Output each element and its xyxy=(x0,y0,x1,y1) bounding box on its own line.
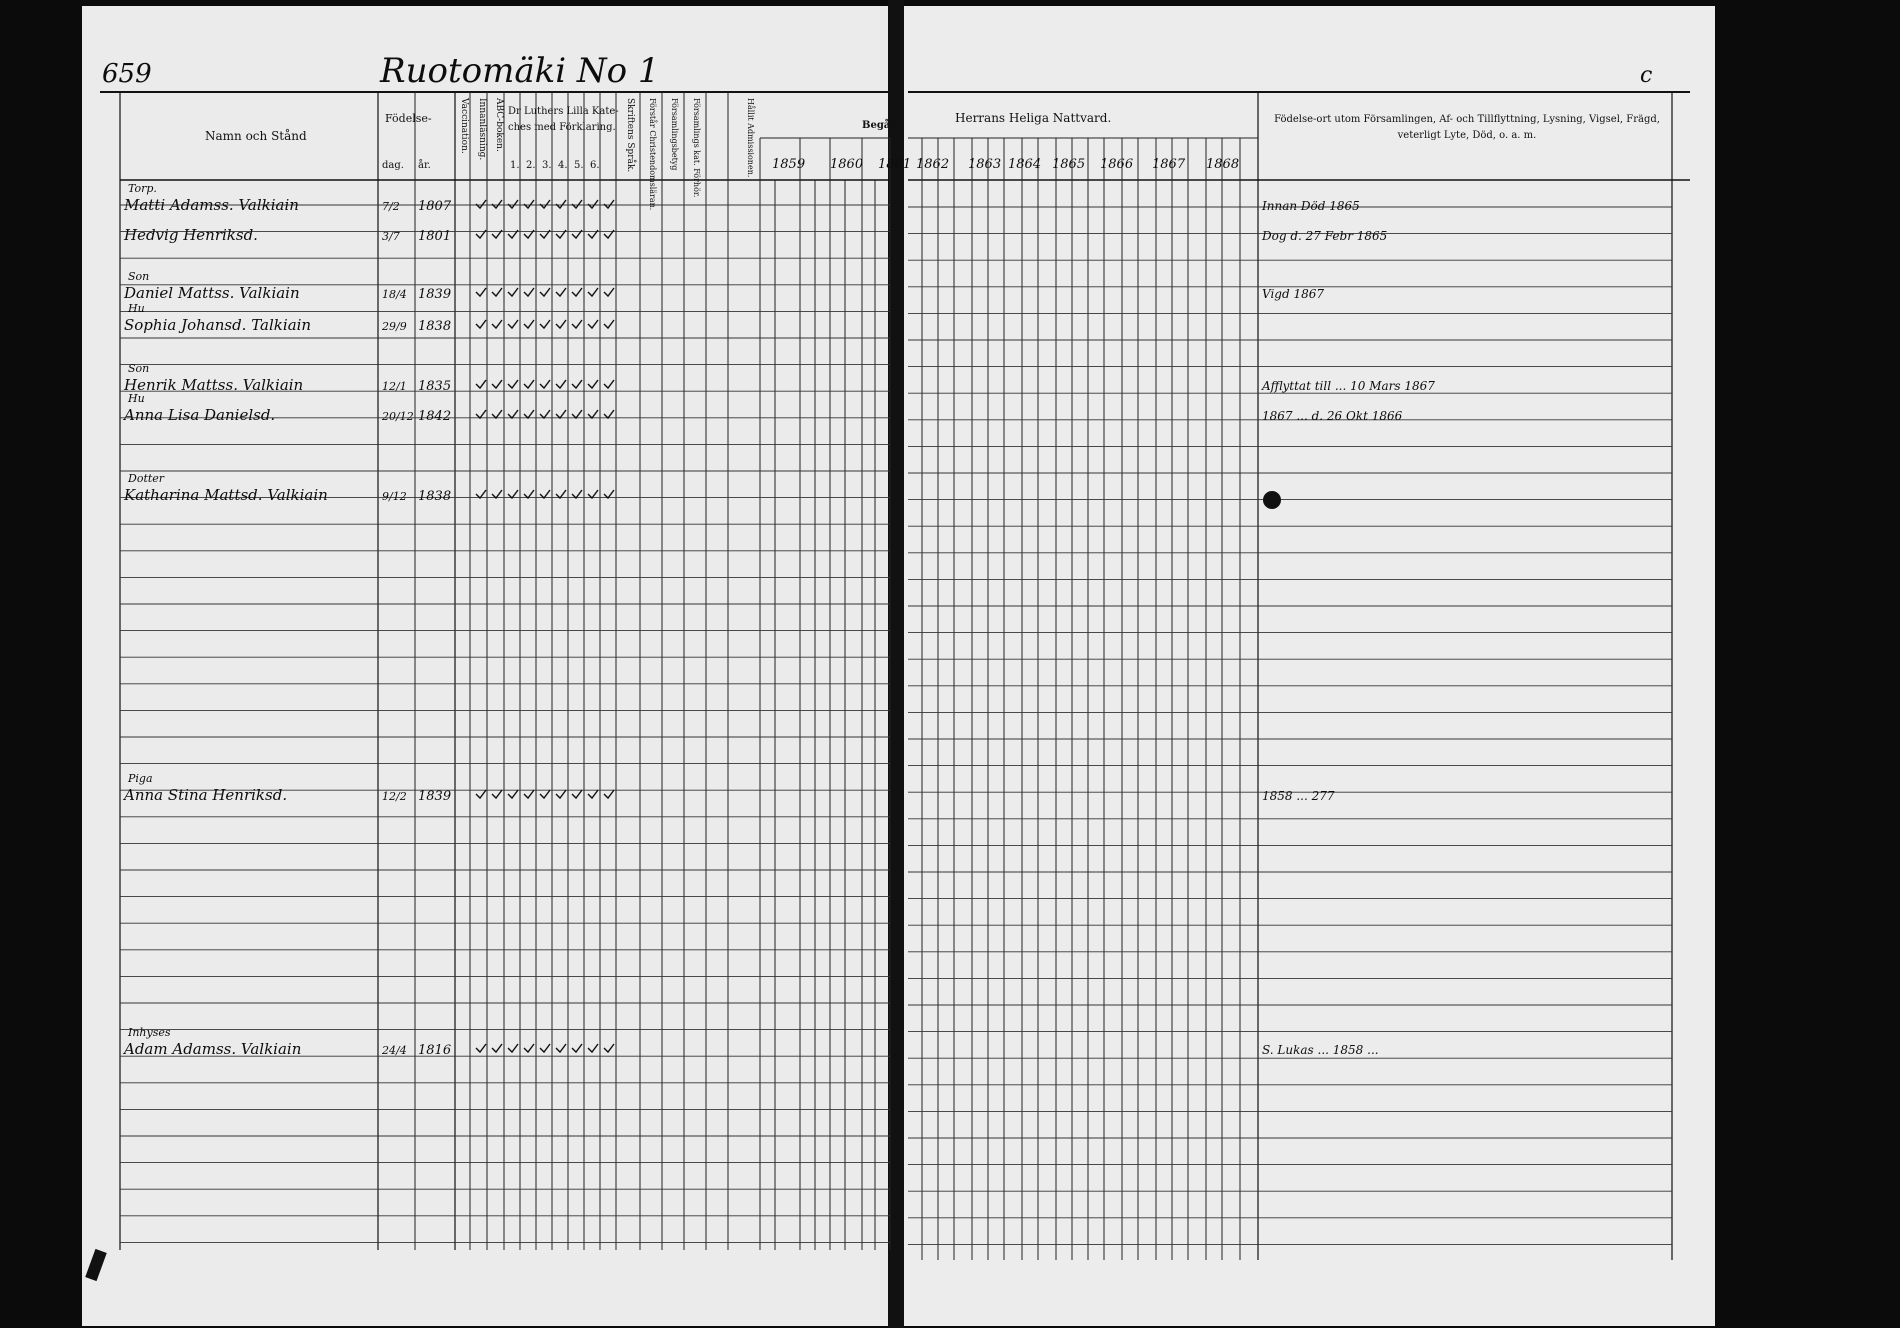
header-birth-year: år. xyxy=(418,160,431,171)
entry-title: Piga xyxy=(128,772,153,785)
entry-title: Torp. xyxy=(128,182,157,195)
entry-title: Hu xyxy=(128,392,145,405)
header-luther-1: Dr Luthers Lilla Kate- xyxy=(508,106,619,117)
entry-name: Daniel Mattss. Valkiain xyxy=(124,284,300,302)
year-label: 1863 xyxy=(968,157,1002,172)
year-label: 1868 xyxy=(1206,157,1240,172)
header-vaccination: Vaccination. xyxy=(459,98,469,154)
ink-blot xyxy=(1263,491,1281,509)
entry-name: Adam Adamss. Valkiain xyxy=(124,1040,302,1058)
right-edge-shadow xyxy=(1715,0,1900,1328)
folio-left: 659 xyxy=(102,59,152,89)
header-abc: ABC-boken. xyxy=(494,98,504,152)
header-kat-forhor: Församlings kat. Förhör. xyxy=(692,98,701,198)
header-birth-day: dag. xyxy=(382,160,404,171)
entry-birth-year: 1842 xyxy=(418,409,452,424)
entry-birth-year: 1835 xyxy=(418,379,452,394)
folio-right: c xyxy=(1640,63,1653,88)
entry-remarks: S. Lukas ... 1858 ... xyxy=(1262,1043,1379,1057)
entry-remarks: Vigd 1867 xyxy=(1262,287,1325,301)
entry-birth-day: 7/2 xyxy=(382,200,400,213)
entry-remarks: Innan Död 1865 xyxy=(1262,199,1360,213)
year-label: 1865 xyxy=(1052,157,1086,172)
header-begat: Begått xyxy=(862,120,900,131)
entry-name: Katharina Mattsd. Valkiain xyxy=(124,486,328,504)
header-hallit: Hållit Admissionen. xyxy=(746,98,755,178)
entry-birth-day: 12/1 xyxy=(382,380,407,393)
entry-birth-year: 1838 xyxy=(418,319,452,334)
header-remarks: Födelse-ort utom Församlingen, Af- och Tillflyttning, Lysning, Vigsel, Frägd, veterligt Lyte, Död, o. a. m. xyxy=(1274,114,1660,141)
entry-birth-year: 1816 xyxy=(418,1043,452,1058)
entry-title: Inhyses xyxy=(128,1026,171,1039)
entry-name: Hedvig Henriksd. xyxy=(124,226,258,244)
year-label: 1866 xyxy=(1100,157,1134,172)
entry-birth-year: 1839 xyxy=(418,789,452,804)
entry-name: Henrik Mattss. Valkiain xyxy=(124,376,304,394)
year-label: 1867 xyxy=(1152,157,1186,172)
header-forstar: Förstår Christendomsläran. xyxy=(648,98,657,211)
entry-title: Son xyxy=(128,362,150,375)
entry-remarks: 1858 ... 277 xyxy=(1262,789,1335,803)
year-label: 1859 xyxy=(772,157,806,172)
luther-part-label: 4. xyxy=(558,160,568,171)
header-name: Namn och Stånd xyxy=(205,129,307,143)
entry-birth-year: 1807 xyxy=(418,199,452,214)
left-edge-shadow xyxy=(0,0,82,1328)
entry-birth-day: 20/12 xyxy=(382,410,414,423)
entry-birth-year: 1839 xyxy=(418,287,452,302)
entry-name: Anna Lisa Danielsd. xyxy=(124,406,276,424)
year-label: 1861 xyxy=(878,157,912,172)
entry-name: Anna Stina Henriksd. xyxy=(124,786,288,804)
header-birth: Födelse- xyxy=(385,112,432,125)
entry-birth-day: 9/12 xyxy=(382,490,407,503)
header-luther-2: ches med Förklaring. xyxy=(508,122,616,133)
entry-remarks: Dog d. 27 Febr 1865 xyxy=(1262,229,1388,243)
entry-title: Hu xyxy=(128,302,145,315)
entry-name: Matti Adamss. Valkiain xyxy=(124,196,299,214)
entry-title: Son xyxy=(128,270,150,283)
entry-birth-day: 29/9 xyxy=(382,320,407,333)
entry-birth-year: 1838 xyxy=(418,489,452,504)
entry-birth-day: 12/2 xyxy=(382,790,407,803)
entry-name: Sophia Johansd. Talkiain xyxy=(124,316,312,334)
header-remarks-wrap xyxy=(1262,112,1672,156)
village-heading: Ruotomäki No 1 xyxy=(380,51,660,91)
luther-part-label: 1. xyxy=(510,160,520,171)
header-nattvard: Herrans Heliga Nattvard. xyxy=(955,111,1112,125)
entry-birth-year: 1801 xyxy=(418,229,452,244)
entry-title: Dotter xyxy=(128,472,165,485)
entry-birth-day: 3/7 xyxy=(382,230,400,243)
header-innanlasning: Innanläsning. xyxy=(477,98,487,161)
year-label: 1864 xyxy=(1008,157,1042,172)
luther-part-label: 6. xyxy=(590,160,600,171)
luther-part-label: 5. xyxy=(574,160,584,171)
header-forsamlingsbetyg: Församlingsbetyg xyxy=(670,98,679,171)
entry-birth-day: 18/4 xyxy=(382,288,407,301)
year-label: 1862 xyxy=(916,157,950,172)
entry-birth-day: 24/4 xyxy=(382,1044,407,1057)
entry-remarks: 1867 ... d. 26 Okt 1866 xyxy=(1262,409,1403,423)
luther-part-label: 3. xyxy=(542,160,552,171)
year-label: 1860 xyxy=(830,157,864,172)
luther-part-label: 2. xyxy=(526,160,536,171)
header-skriftens: Skriftens Språk. xyxy=(625,98,635,173)
entry-remarks: Afflyttat till ... 10 Mars 1867 xyxy=(1262,379,1435,393)
